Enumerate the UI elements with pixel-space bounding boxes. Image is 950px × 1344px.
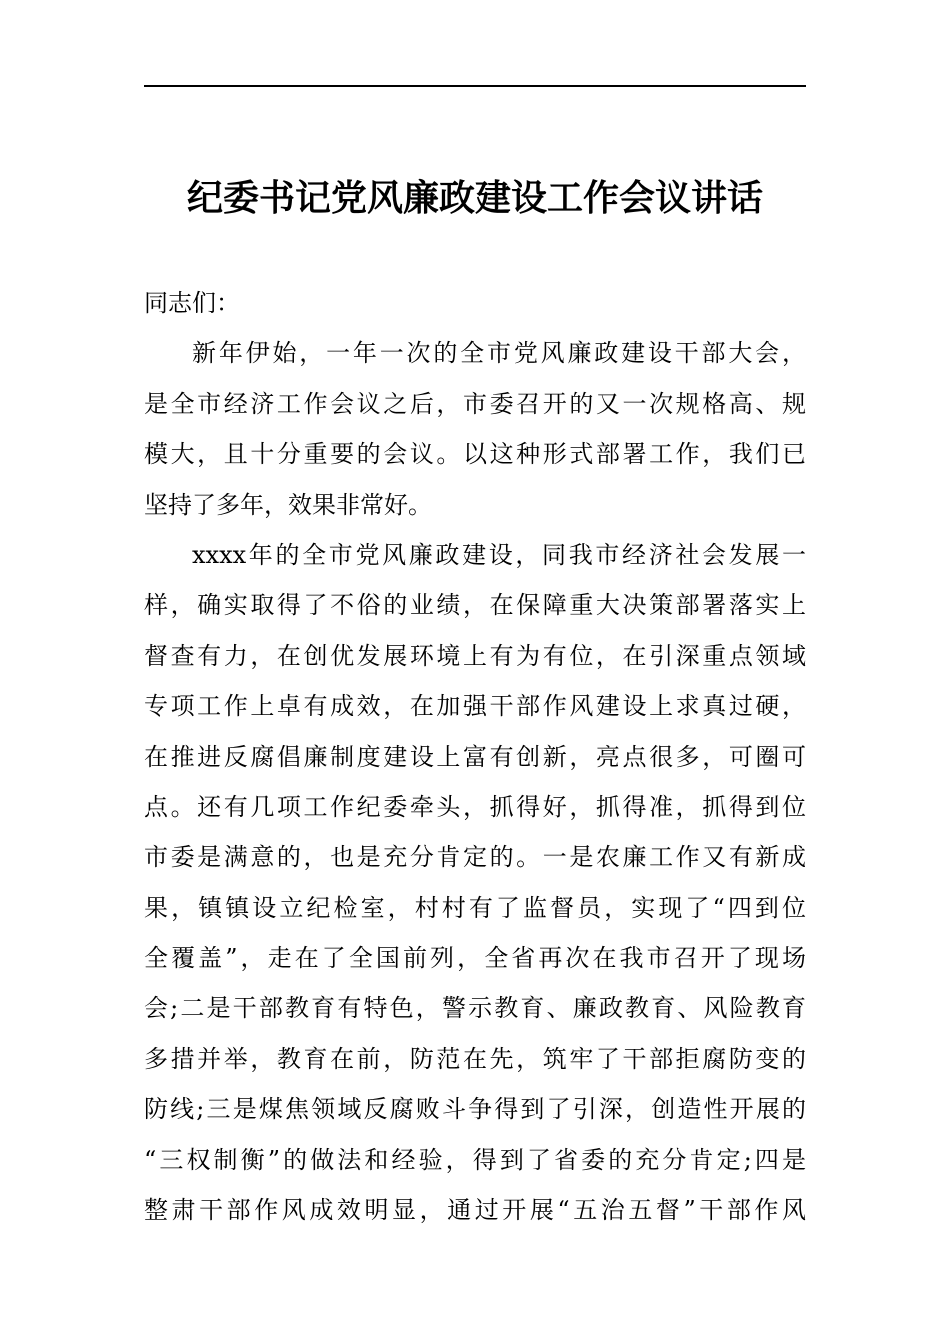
body-line: 专项工作上卓有成效，在加强干部作风建设上求真过硬， <box>144 692 806 721</box>
body-line: 会;二是干部教育有特色，警示教育、廉政教育、风险教育 <box>144 994 806 1023</box>
body-line: 整肃干部作风成效明显，通过开展“五治五督”干部作风 <box>144 1196 806 1225</box>
body-line: 市委是满意的，也是充分肯定的。一是农廉工作又有新成 <box>144 843 806 872</box>
body-line: 督查有力，在创优发展环境上有为有位，在引深重点领域 <box>144 641 806 670</box>
body-line: 是全市经济工作会议之后，市委召开的又一次规格高、规 <box>144 389 806 418</box>
header-rule <box>144 85 806 87</box>
body-line: 新年伊始，一年一次的全市党风廉政建设干部大会， <box>192 339 806 368</box>
body-line: 点。还有几项工作纪委牵头，抓得好，抓得准，抓得到位 <box>144 792 806 821</box>
body-line: 在推进反腐倡廉制度建设上富有创新，亮点很多，可圈可 <box>144 742 806 771</box>
body-line: 多措并举，教育在前，防范在先，筑牢了干部拒腐防变的 <box>144 1044 806 1073</box>
body-line: 果，镇镇设立纪检室，村村有了监督员，实现了“四到位 <box>144 893 806 922</box>
body-line: 防线;三是煤焦领域反腐败斗争得到了引深，创造性开展的 <box>144 1095 806 1124</box>
body-line: xxxx年的全市党风廉政建设，同我市经济社会发展一 <box>192 540 806 569</box>
body-line: 模大，且十分重要的会议。以这种形式部署工作，我们已 <box>144 440 806 469</box>
document-title: 纪委书记党风廉政建设工作会议讲话 <box>186 177 763 219</box>
body-line: “三权制衡”的做法和经验，得到了省委的充分肯定;四是 <box>144 1145 806 1174</box>
body-line: 同志们： <box>144 289 240 317</box>
body-line: 坚持了多年，效果非常好。 <box>144 490 432 519</box>
body-line: 全覆盖”，走在了全国前列，全省再次在我市召开了现场 <box>144 944 806 973</box>
body-line: 样，确实取得了不俗的业绩，在保障重大决策部署落实上 <box>144 591 806 620</box>
document-body <box>144 278 806 1235</box>
